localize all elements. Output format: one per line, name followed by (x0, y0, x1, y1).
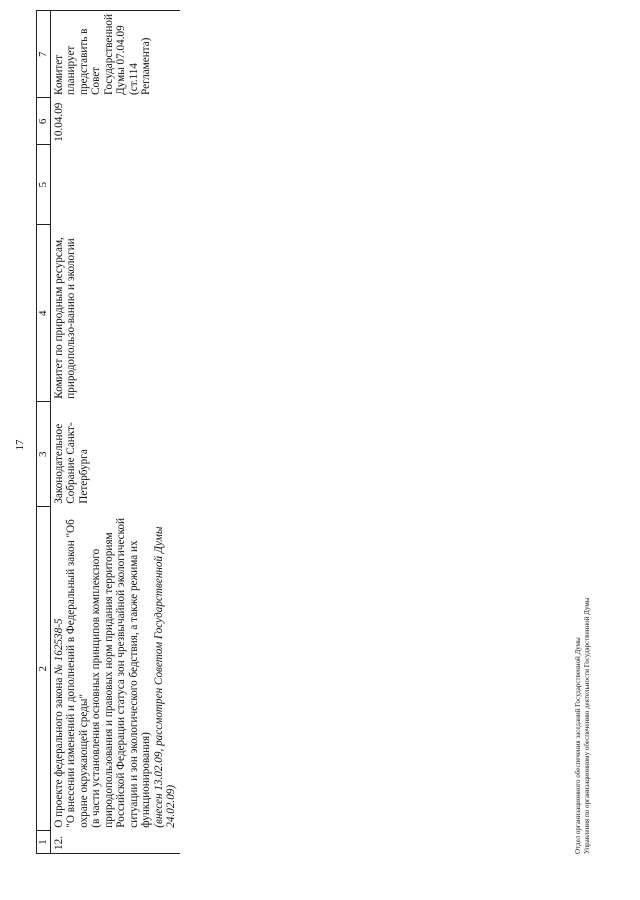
header-col-5: 5 (37, 145, 51, 225)
header-col-7: 7 (37, 11, 51, 98)
row-number: 12. (50, 831, 180, 854)
table-row (50, 11, 180, 854)
header-col-1: 1 (37, 831, 51, 854)
bill-title (53, 510, 91, 828)
bill-number: № 162538-5 (52, 618, 65, 675)
header-col-6: 6 (37, 98, 51, 145)
rotated-page (0, 10, 620, 890)
header-col-4: 4 (37, 225, 51, 402)
table-header-row (37, 11, 51, 854)
bill-note: (внесен 13.02.09, рассмотрен Советом Государственной Думы 24.02.09) (152, 526, 177, 828)
header-col-2: 2 (37, 507, 51, 831)
date-cell: 10.04.09 (50, 98, 180, 145)
committee-cell: Комитет по природным ресурсам, природопользо-ванию и экологии (50, 225, 180, 402)
footer-line-2: Управления по организационному обеспечению деятельности Государственной Думы (583, 597, 591, 854)
bills-table (36, 10, 180, 854)
footer (574, 598, 592, 854)
bill-title-prefix: О проекте федерального закона (52, 674, 65, 828)
page-number: 17 (14, 439, 26, 451)
initiator-cell: Законодательное Собрание Санкт-Петербурга (50, 402, 180, 507)
plan-cell: Комитет планирует представить в Совет Государственной Думы 07.04.09 (ст.114 Регламента) (50, 11, 180, 98)
footer-line-1: Отдел организационного обеспечения заседаний Государственной Думы (574, 637, 582, 854)
bill-description: (в части установления основных принципов комплексного природопользования и правовых норм придания территориям Российской Федерации статуса зон чрезвычайной экологической ситуации и зон экологического бедствия, а также режима их функционирования) (90, 517, 152, 828)
col5-cell (50, 145, 180, 225)
header-col-3: 3 (37, 402, 51, 507)
bill-title-rest: "О внесении изменений и дополнений в Федеральный закон "Об охране окружающей среды" (65, 519, 90, 828)
bill-cell (50, 507, 180, 831)
